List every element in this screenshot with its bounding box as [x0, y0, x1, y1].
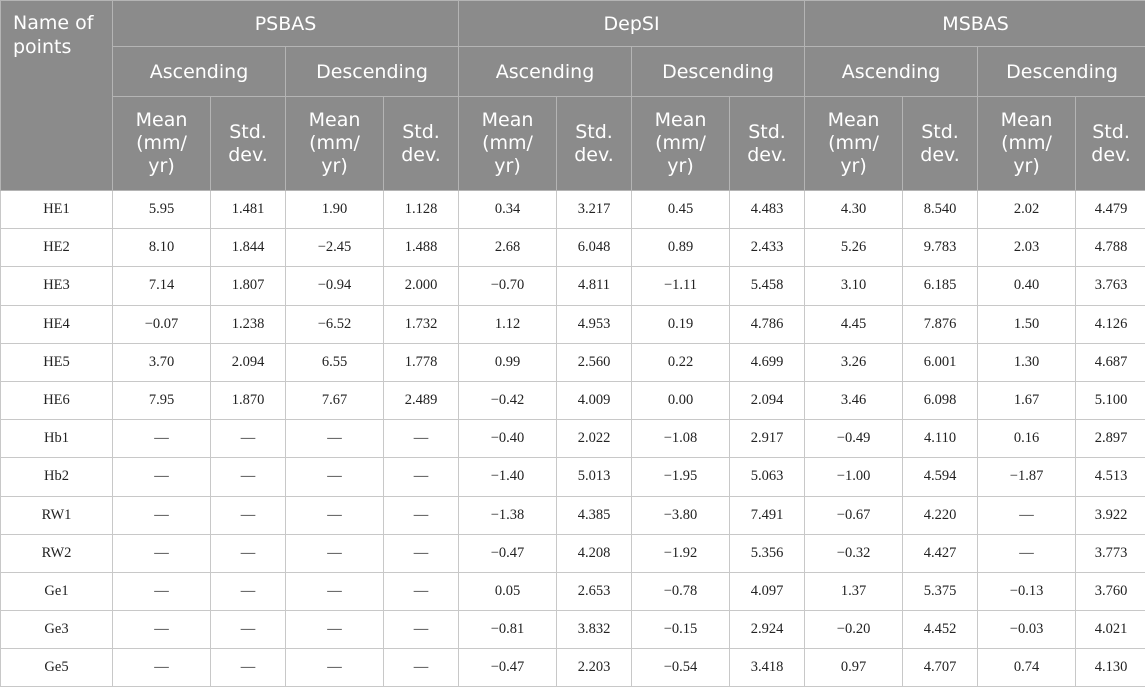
mean-cell: −0.54 [632, 649, 730, 687]
std-dev-cell: — [211, 420, 286, 458]
std-dev-cell: 3.832 [557, 611, 632, 649]
std-dev-cell: 7.876 [903, 305, 978, 343]
table-row [1, 649, 1145, 687]
mean-cell: 5.95 [113, 191, 211, 229]
mean-header: Mean (mm/ yr) [459, 97, 557, 191]
mean-cell: −0.70 [459, 267, 557, 305]
std-dev-cell: 4.385 [557, 496, 632, 534]
std-dev-cell: 5.013 [557, 458, 632, 496]
mean-header: Mean (mm/ yr) [286, 97, 384, 191]
mean-cell: — [113, 611, 211, 649]
table-row [1, 458, 1145, 496]
point-name-cell: HE4 [1, 305, 113, 343]
depsi-ascending-header: Ascending [459, 47, 632, 97]
point-name-cell: HE3 [1, 267, 113, 305]
mean-cell: 2.68 [459, 229, 557, 267]
std-dev-cell: 4.786 [730, 305, 805, 343]
mean-cell: −2.45 [286, 229, 384, 267]
std-dev-cell: — [211, 611, 286, 649]
mean-cell: 0.00 [632, 381, 730, 419]
mean-cell: 3.26 [805, 343, 903, 381]
mean-cell: −3.80 [632, 496, 730, 534]
std-dev-cell: 4.594 [903, 458, 978, 496]
depsi-descending-header: Descending [632, 47, 805, 97]
std-dev-cell: 3.418 [730, 649, 805, 687]
mean-cell: — [113, 496, 211, 534]
mean-cell: −1.92 [632, 534, 730, 572]
std-dev-cell: — [384, 534, 459, 572]
mean-cell: — [113, 649, 211, 687]
table-row [1, 267, 1145, 305]
mean-cell: −0.20 [805, 611, 903, 649]
std-dev-header: Std. dev. [1076, 97, 1145, 191]
mean-cell: 1.37 [805, 572, 903, 610]
mean-cell: — [113, 534, 211, 572]
table-row [1, 572, 1145, 610]
mean-cell: 0.34 [459, 191, 557, 229]
std-dev-cell: 4.130 [1076, 649, 1145, 687]
std-dev-cell: 7.491 [730, 496, 805, 534]
mean-cell: −1.11 [632, 267, 730, 305]
mean-cell: — [113, 458, 211, 496]
std-dev-cell: 3.760 [1076, 572, 1145, 610]
mean-cell: −0.32 [805, 534, 903, 572]
table-row [1, 229, 1145, 267]
mean-cell: 0.74 [978, 649, 1076, 687]
std-dev-cell: — [384, 649, 459, 687]
mean-cell: 0.22 [632, 343, 730, 381]
point-name-cell: HE5 [1, 343, 113, 381]
std-dev-cell: 4.097 [730, 572, 805, 610]
mean-cell: 2.03 [978, 229, 1076, 267]
std-dev-cell: — [211, 458, 286, 496]
std-dev-cell: 1.732 [384, 305, 459, 343]
point-name-cell: HE6 [1, 381, 113, 419]
std-dev-header: Std. dev. [211, 97, 286, 191]
mean-cell: 0.19 [632, 305, 730, 343]
mean-cell: −0.67 [805, 496, 903, 534]
psbas-header: PSBAS [113, 1, 459, 47]
std-dev-cell: 2.433 [730, 229, 805, 267]
name-of-points-header: Name of points [1, 1, 113, 191]
mean-cell: 7.67 [286, 381, 384, 419]
std-dev-cell: 9.783 [903, 229, 978, 267]
mean-cell: — [978, 496, 1076, 534]
std-dev-cell: 5.375 [903, 572, 978, 610]
std-dev-cell: 4.707 [903, 649, 978, 687]
mean-cell: −1.00 [805, 458, 903, 496]
std-dev-cell: 4.699 [730, 343, 805, 381]
mean-cell: 8.10 [113, 229, 211, 267]
depsi-header: DepSI [459, 1, 805, 47]
mean-cell: −0.03 [978, 611, 1076, 649]
std-dev-cell: 8.540 [903, 191, 978, 229]
table-row [1, 191, 1145, 229]
std-dev-cell: — [211, 534, 286, 572]
mean-cell: — [286, 649, 384, 687]
std-dev-cell: 2.203 [557, 649, 632, 687]
mean-cell: −1.38 [459, 496, 557, 534]
std-dev-cell: 1.807 [211, 267, 286, 305]
std-dev-cell: 1.481 [211, 191, 286, 229]
std-dev-cell: 2.897 [1076, 420, 1145, 458]
mean-cell: 4.45 [805, 305, 903, 343]
std-dev-cell: 4.452 [903, 611, 978, 649]
std-dev-cell: 4.009 [557, 381, 632, 419]
std-dev-cell: 4.479 [1076, 191, 1145, 229]
mean-cell: — [113, 420, 211, 458]
mean-cell: — [286, 534, 384, 572]
mean-cell: 5.26 [805, 229, 903, 267]
std-dev-cell: 2.653 [557, 572, 632, 610]
std-dev-cell: 2.094 [211, 343, 286, 381]
std-dev-cell: 6.098 [903, 381, 978, 419]
table-row [1, 381, 1145, 419]
std-dev-cell: 1.238 [211, 305, 286, 343]
mean-cell: — [286, 420, 384, 458]
table-row [1, 420, 1145, 458]
mean-cell: −0.94 [286, 267, 384, 305]
std-dev-cell: 3.217 [557, 191, 632, 229]
mean-cell: −0.13 [978, 572, 1076, 610]
std-dev-cell: 6.001 [903, 343, 978, 381]
mean-cell: −0.42 [459, 381, 557, 419]
mean-cell: 1.50 [978, 305, 1076, 343]
mean-cell: — [978, 534, 1076, 572]
std-dev-cell: 4.811 [557, 267, 632, 305]
msbas-descending-header: Descending [978, 47, 1145, 97]
mean-cell: 4.30 [805, 191, 903, 229]
mean-cell: 0.89 [632, 229, 730, 267]
msbas-ascending-header: Ascending [805, 47, 978, 97]
mean-cell: 1.30 [978, 343, 1076, 381]
std-dev-cell: 2.022 [557, 420, 632, 458]
mean-cell: — [286, 496, 384, 534]
std-dev-cell: 1.870 [211, 381, 286, 419]
table-row [1, 343, 1145, 381]
std-dev-cell: 4.021 [1076, 611, 1145, 649]
std-dev-cell: — [384, 611, 459, 649]
mean-cell: −6.52 [286, 305, 384, 343]
std-dev-cell: 6.185 [903, 267, 978, 305]
std-dev-cell: 3.922 [1076, 496, 1145, 534]
std-dev-cell: 6.048 [557, 229, 632, 267]
mean-cell: −0.15 [632, 611, 730, 649]
mean-cell: −0.81 [459, 611, 557, 649]
mean-cell: −1.08 [632, 420, 730, 458]
mean-cell: −0.40 [459, 420, 557, 458]
point-name-cell: RW1 [1, 496, 113, 534]
mean-header: Mean (mm/ yr) [113, 97, 211, 191]
std-dev-cell: 4.687 [1076, 343, 1145, 381]
std-dev-cell: 2.489 [384, 381, 459, 419]
std-dev-cell: 4.953 [557, 305, 632, 343]
mean-cell: 7.95 [113, 381, 211, 419]
mean-cell: −1.95 [632, 458, 730, 496]
std-dev-cell: 1.844 [211, 229, 286, 267]
std-dev-cell: 3.763 [1076, 267, 1145, 305]
mean-cell: 6.55 [286, 343, 384, 381]
mean-cell: −1.87 [978, 458, 1076, 496]
std-dev-cell: 2.917 [730, 420, 805, 458]
mean-header: Mean (mm/ yr) [978, 97, 1076, 191]
point-name-cell: Ge5 [1, 649, 113, 687]
mean-cell: — [286, 572, 384, 610]
std-dev-cell: 4.110 [903, 420, 978, 458]
psbas-descending-header: Descending [286, 47, 459, 97]
mean-cell: 3.10 [805, 267, 903, 305]
std-dev-cell: 4.208 [557, 534, 632, 572]
table-row [1, 611, 1145, 649]
std-dev-cell: — [211, 496, 286, 534]
mean-cell: 1.90 [286, 191, 384, 229]
std-dev-cell: 5.356 [730, 534, 805, 572]
mean-cell: 0.05 [459, 572, 557, 610]
mean-cell: 3.46 [805, 381, 903, 419]
std-dev-header: Std. dev. [730, 97, 805, 191]
mean-cell: 0.16 [978, 420, 1076, 458]
std-dev-cell: 1.778 [384, 343, 459, 381]
point-name-cell: RW2 [1, 534, 113, 572]
std-dev-cell: — [384, 572, 459, 610]
mean-cell: 3.70 [113, 343, 211, 381]
psbas-ascending-header: Ascending [113, 47, 286, 97]
std-dev-cell: — [384, 458, 459, 496]
mean-cell: −0.49 [805, 420, 903, 458]
std-dev-cell: — [211, 649, 286, 687]
mean-cell: — [286, 611, 384, 649]
std-dev-cell: — [384, 420, 459, 458]
point-name-cell: Ge3 [1, 611, 113, 649]
msbas-header: MSBAS [805, 1, 1145, 47]
mean-cell: −0.07 [113, 305, 211, 343]
std-dev-cell: 2.560 [557, 343, 632, 381]
mean-cell: 7.14 [113, 267, 211, 305]
mean-cell: 0.40 [978, 267, 1076, 305]
table-row [1, 534, 1145, 572]
std-dev-cell: — [384, 496, 459, 534]
point-name-cell: Hb1 [1, 420, 113, 458]
std-dev-header: Std. dev. [903, 97, 978, 191]
mean-cell: 0.45 [632, 191, 730, 229]
table-row [1, 496, 1145, 534]
table-row [1, 305, 1145, 343]
mean-cell: −0.78 [632, 572, 730, 610]
mean-cell: 0.99 [459, 343, 557, 381]
mean-cell: −0.47 [459, 649, 557, 687]
point-name-cell: Ge1 [1, 572, 113, 610]
std-dev-cell: 1.488 [384, 229, 459, 267]
mean-cell: 0.97 [805, 649, 903, 687]
mean-cell: 2.02 [978, 191, 1076, 229]
std-dev-cell: 2.924 [730, 611, 805, 649]
std-dev-cell: 2.094 [730, 381, 805, 419]
std-dev-cell: 4.427 [903, 534, 978, 572]
std-dev-cell: 3.773 [1076, 534, 1145, 572]
point-name-cell: Hb2 [1, 458, 113, 496]
std-dev-cell: 1.128 [384, 191, 459, 229]
std-dev-cell: — [211, 572, 286, 610]
mean-cell: 1.67 [978, 381, 1076, 419]
std-dev-cell: 4.126 [1076, 305, 1145, 343]
std-dev-cell: 4.513 [1076, 458, 1145, 496]
std-dev-cell: 2.000 [384, 267, 459, 305]
table-body [1, 191, 1145, 687]
mean-cell: −1.40 [459, 458, 557, 496]
mean-header: Mean (mm/ yr) [632, 97, 730, 191]
std-dev-cell: 4.788 [1076, 229, 1145, 267]
point-name-cell: HE1 [1, 191, 113, 229]
mean-header: Mean (mm/ yr) [805, 97, 903, 191]
std-dev-header: Std. dev. [384, 97, 459, 191]
std-dev-cell: 4.483 [730, 191, 805, 229]
mean-cell: — [286, 458, 384, 496]
std-dev-header: Std. dev. [557, 97, 632, 191]
std-dev-cell: 5.063 [730, 458, 805, 496]
mean-cell: −0.47 [459, 534, 557, 572]
std-dev-cell: 4.220 [903, 496, 978, 534]
mean-cell: 1.12 [459, 305, 557, 343]
mean-cell: — [113, 572, 211, 610]
std-dev-cell: 5.458 [730, 267, 805, 305]
point-name-cell: HE2 [1, 229, 113, 267]
std-dev-cell: 5.100 [1076, 381, 1145, 419]
